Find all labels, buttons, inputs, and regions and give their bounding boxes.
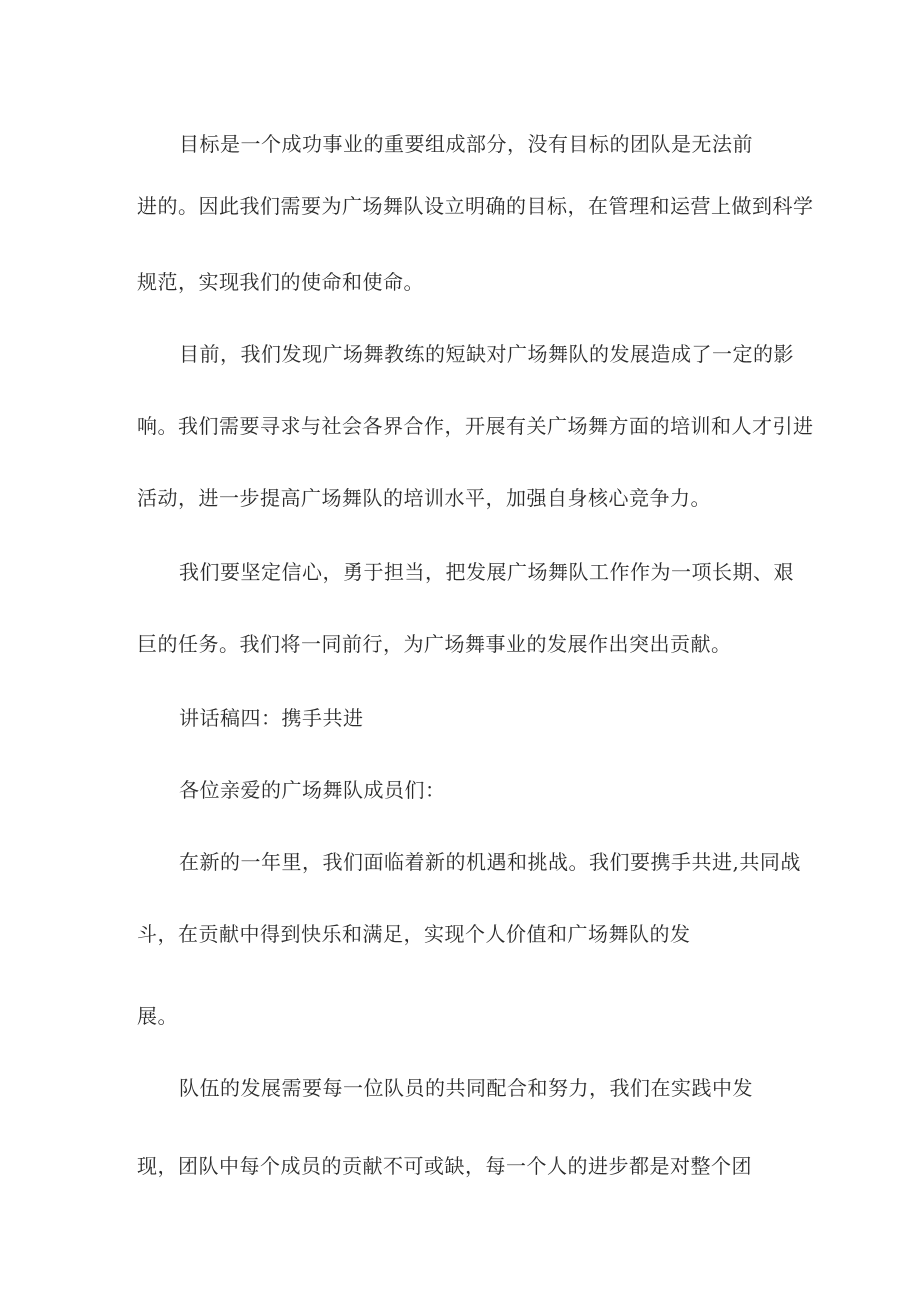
paragraph-line: 我们要坚定信心，勇于担当，把发展广场舞队工作作为一项长期、艰 <box>179 560 794 584</box>
paragraph-line: 目前，我们发现广场舞教练的短缺对广场舞队的发展造成了一定的影 <box>179 342 794 366</box>
paragraph-line: 响。我们需要寻求与社会各界合作，开展有关广场舞方面的培训和人才引进 <box>137 414 814 438</box>
paragraph-line: 活动，进一步提高广场舞队的培训水平，加强自身核心竞争力。 <box>137 486 711 510</box>
paragraph-line: 巨的任务。我们将一同前行，为广场舞事业的发展作出突出贡献。 <box>137 632 732 656</box>
paragraph-line: 规范，实现我们的使命和使命。 <box>137 270 424 294</box>
paragraph-line: 进的。因此我们需要为广场舞队设立明确的目标，在管理和运营上做到科学 <box>137 194 814 218</box>
paragraph-line: 斗，在贡献中得到快乐和满足，实现个人价值和广场舞队的发 <box>137 922 691 946</box>
section-heading: 讲话稿四：携手共进 <box>179 706 364 730</box>
paragraph-line: 在新的一年里，我们面临着新的机遇和挑战。我们要携手共进,共同战 <box>179 850 801 874</box>
salutation: 各位亲爱的广场舞队成员们： <box>179 778 446 802</box>
paragraph-line: 现，团队中每个成员的贡献不可或缺，每一个人的进步都是对整个团 <box>137 1154 752 1178</box>
paragraph-line: 目标是一个成功事业的重要组成部分，没有目标的团队是无法前 <box>179 132 753 156</box>
paragraph-line: 展。 <box>137 1004 178 1028</box>
paragraph-line: 队伍的发展需要每一位队员的共同配合和努力，我们在实践中发 <box>179 1076 753 1100</box>
